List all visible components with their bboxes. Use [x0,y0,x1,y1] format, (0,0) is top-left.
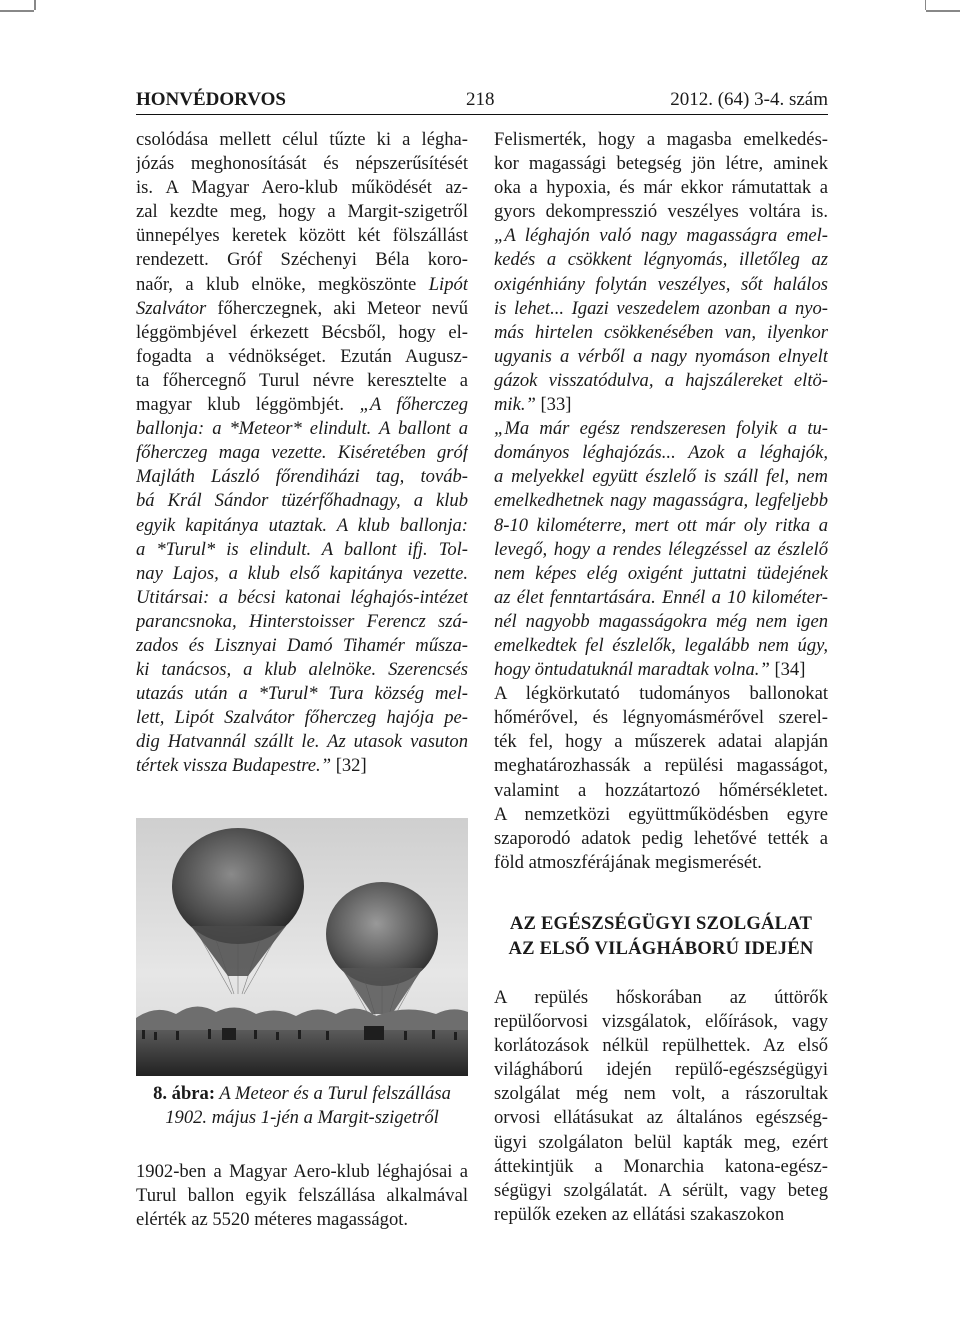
text-line: „Ma már egész rendszeresen folyik a tu- [494,418,828,440]
text-line: hőmérővel, és légnyomásmérővel szerel- [494,707,828,729]
text-line: dig Hatvannál szállt le. Az utasok vasuton [136,731,468,753]
crop-mark [0,10,34,12]
text-line: naőr, a klub elnöke, megköszönte Lipót [136,273,468,295]
crop-mark [34,0,36,10]
text-line: ségügyi szolgálatát. A sérült, vagy beteg [494,1179,828,1201]
text-line: lett, Lipót Szalvátor főherczeg hajója pe- [136,707,468,729]
text-line: emelkedhetnek nagy magasságra, legfeljebb [494,490,828,512]
text-line: utazás után a *Turul* Tura község mel- [136,683,468,705]
text-line: magyar klub léggömbjét. „A főherczeg [136,394,468,416]
figure-note: 1902-ben a Magyar Aero-klub léghajósai a Turul ballon egyik felszállása alkalmával elérték az 5520 méteres magasságot. [136,1161,468,1231]
text-line: is lehet... Igazi veszedelem azonban a nyo- [494,297,828,319]
section-heading [494,912,828,961]
text-line: ki tanácsos, a klub alelnöke. Szerencsés [136,659,468,681]
text-line: zados és Lisznyai Damó Tihamér műsza- [136,634,468,656]
text-line: mik.” [33] [494,394,572,416]
text-line: léggömbjével érkezett Bécsből, hogy el- [136,321,468,343]
text-line: korlátozások nélkül repülhettek. Az első [494,1035,828,1057]
running-header [136,88,828,115]
text-line: kedés a csökkent légnyomás, illetőleg az [494,249,828,271]
text-line: ünnepélyes keretek között két fölszállást [136,225,468,247]
text-line: 8-10 kilométerre, mert ott már oly ritka a [494,514,828,536]
text-line: oka a hypoxia, és már ekkor rámutattak a [494,177,828,199]
text-line: ügyi szolgálaton belül kapták meg, ezért [494,1131,828,1153]
text-line: más hirtelen csökkenésében van, ilyenkor [494,321,828,343]
text-line: repülőorvosi vizsgálatok, előírások, vagy [494,1011,828,1033]
crop-mark [925,0,927,10]
caption-label: 8. ábra: [153,1083,216,1104]
text-line: valamint a hozzátartozó hőmérsékletet. [494,779,828,801]
text-line: bá Král Sándor tüzérfőhadnagy, a klub [136,490,468,512]
crop-mark [926,10,960,12]
text-line: zal kezdte meg, hogy a Margit-szigetről [136,201,468,223]
text-line: a melyekkel együtt észlelő is száll fel, nem [494,466,828,488]
text-line: fogadta a védnökséget. Ezután Augusz- [136,345,468,367]
text-line: gázok visszatódulva, a hajszálereket eltö- [494,369,828,391]
text-line: föld atmoszférájának megismerését. [494,851,762,873]
text-line: is. A Magyar Aero-klub működését az- [136,177,468,199]
heading-line-2: AZ ELSŐ VILÁGHÁBORÚ IDEJÉN [508,937,814,959]
text-line: Felismerték, hogy a magasba emelkedés- [494,129,828,150]
text-line: A repülés hőskorában az úttörők [494,987,828,1008]
text-line: meghatározhassák a repülési magasságot, [494,755,828,777]
text-line: parancsnoka, Hinterstoisser Ferencz szá- [136,610,468,632]
right-column-text [494,128,828,875]
text-line: A nemzetközi együttműködésben egyre [494,803,828,825]
text-line: hogy öntudatuknál maradtak volna.” [34] [494,659,806,681]
text-line: tértek vissza Budapestre.” [32] [136,755,367,777]
page-number: 218 [466,89,495,110]
text-line: szolgálat még nem volt, a rászorultak [494,1083,828,1105]
text-line: Szalvátor főherczegnek, aki Meteor nevű [136,297,468,319]
figure-caption [136,1082,468,1130]
caption-line-2: 1902. május 1-jén a Margit-szigetről [165,1107,439,1128]
text-line: ték fel, hogy a műszerek adatai alapján [494,731,828,753]
text-line: ta főhercegnő Turul névre keresztelte a [136,369,468,391]
text-line: főherczeg maga vezette. Kiséretében gróf [136,442,468,464]
text-line: emelkedtek fel észlelők, legalább nem úgy, [494,634,828,656]
text-line: nay Lajos, a klub első kapitánya vezette. [136,562,468,584]
text-line: csolódása mellett célul tűzte ki a légha- [136,129,468,150]
text-line: orvosi ellátásukat az általános egészség- [494,1107,828,1129]
text-line: dományos léghajózás... Azok a léghajók, [494,442,828,464]
text-line: Utitársai: a bécsi katonai léghajós-intézet [136,586,468,608]
text-line: A légkörkutató tudományos ballonokat [494,683,828,705]
journal-title: HONVÉDORVOS [136,89,286,110]
text-line: világháború idején repülő-egészségügyi [494,1059,828,1081]
text-line: ballonja: a *Meteor* elindult. A ballont a [136,418,468,440]
heading-line-1: AZ EGÉSZSÉGÜGYI SZOLGÁLAT [509,913,813,934]
issue-info: 2012. (64) 3-4. szám [670,89,828,110]
text-line: józás meghonosítását és népszerűsítését [136,153,468,175]
text-line: levegő, hogy a rendes lélegzéssel az észlelő [494,538,828,560]
text-line: nél nagyobb magasságokra még nem igen [494,610,828,632]
text-line: „A léghajón való nagy magasságra emel- [494,225,828,247]
text-line: az élet fenntartására. Ennél a 10 kilométer- [494,586,828,608]
left-column-text [136,128,468,779]
section-body-text [494,986,828,1227]
text-line: szaporodó adatok pedig lehetővé tették a [494,827,828,849]
caption-line-1: A Meteor és a Turul felszállása [215,1083,451,1104]
text-line: egyik kapitánya utaztak. A klub ballonja: [136,514,468,536]
text-line: nem képes elég oxigént juttatni tüdejének [494,562,828,584]
text-line: kor magassági betegség jön létre, aminek [494,153,828,175]
text-line: oxigénhiány folytán veszélyes, sőt halálos [494,273,828,295]
text-line: rendezett. Gróf Széchenyi Béla koro- [136,249,468,271]
text-line: Majláth László főrendiházi tag, továb- [136,466,468,488]
text-line: áttekintjük a Monarchia katona-egész- [494,1155,828,1177]
text-line: ugyanis a vérből a nagy nyomáson elnyelt [494,345,828,367]
text-line: repülők ezeken az ellátási szakaszokon [494,1203,785,1225]
text-line: gyors dekompresszió veszélyes voltára is. [494,201,828,223]
text-line: a *Turul* is elindult. A ballont ifj. Tol- [136,538,468,560]
balloon-photo [136,818,468,1076]
